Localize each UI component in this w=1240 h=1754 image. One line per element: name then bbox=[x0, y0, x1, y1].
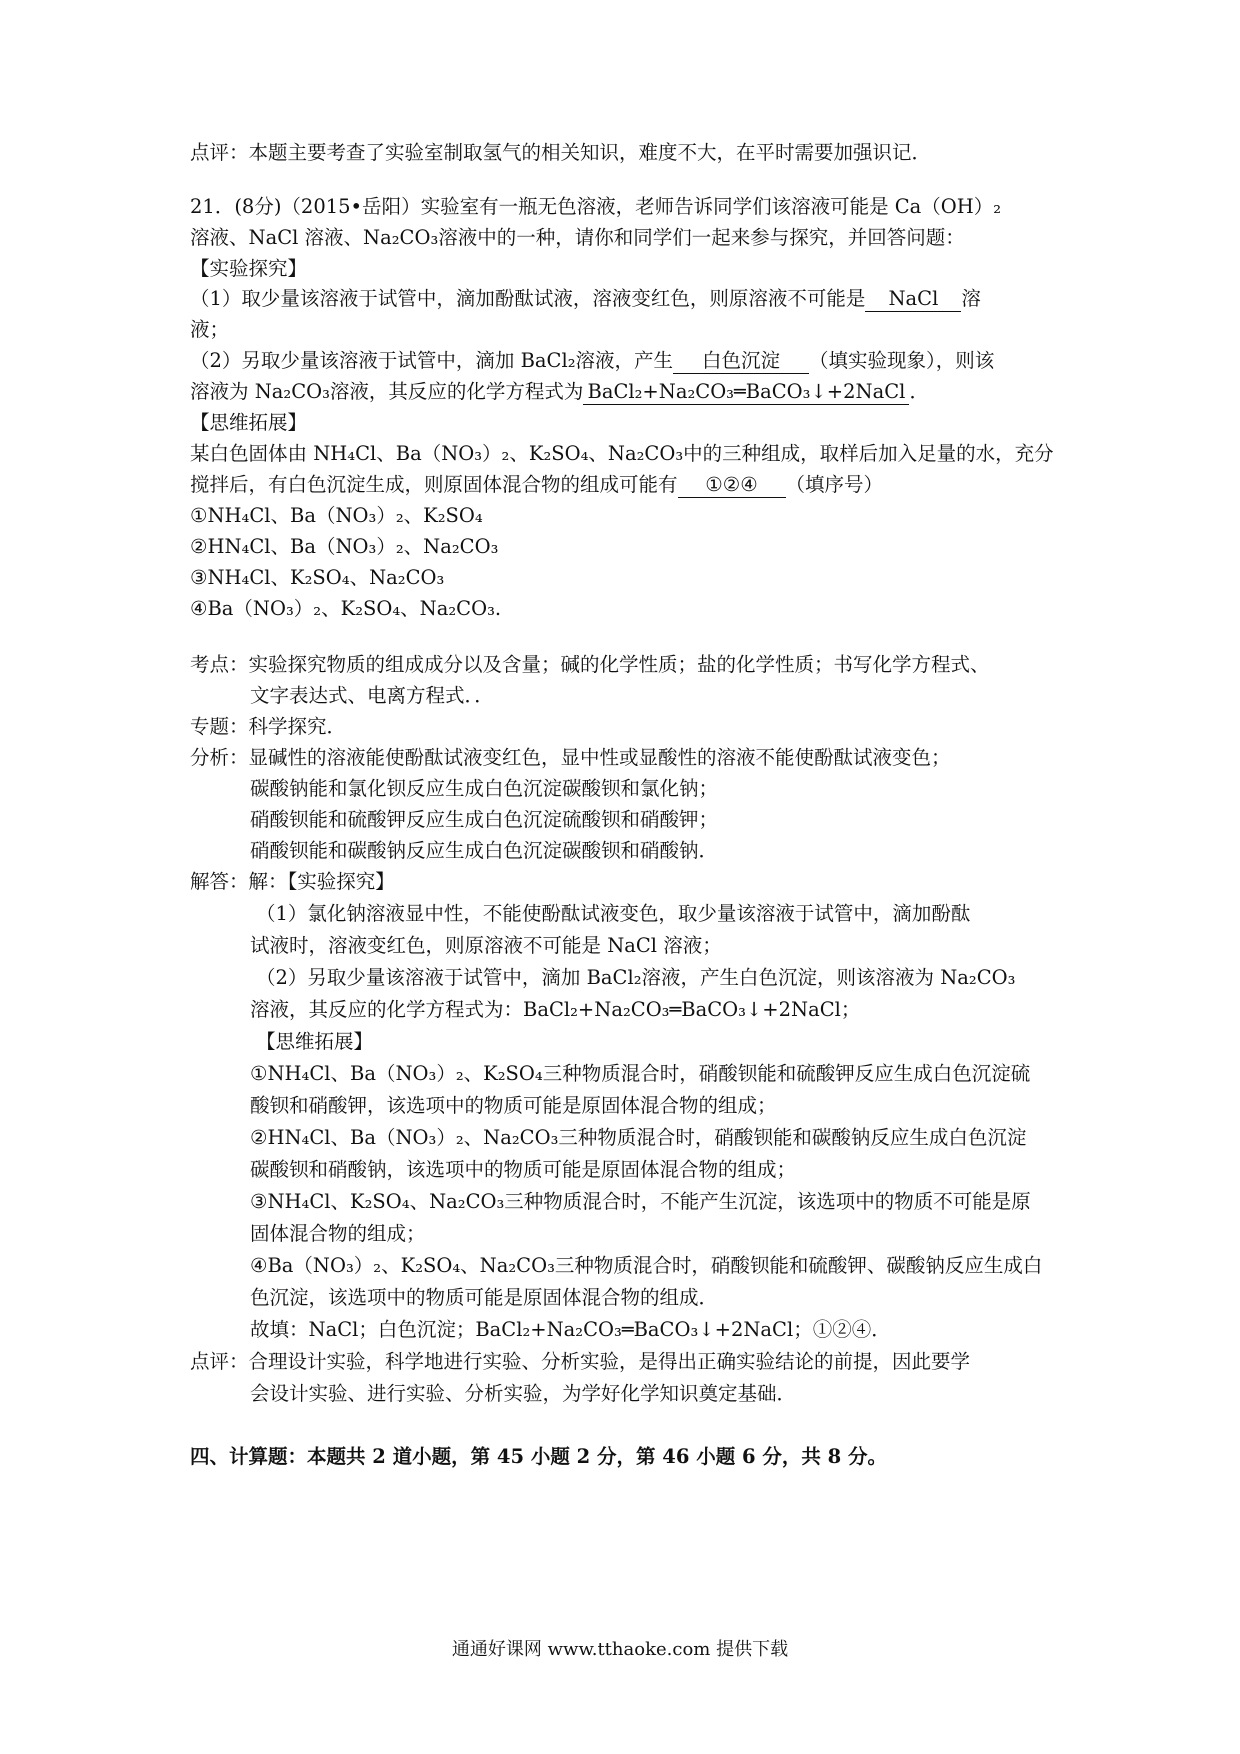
option-item: ④Ba（NO₃）₂、K₂SO₄、Na₂CO₃. bbox=[190, 597, 502, 620]
zhuanti-line: 专题：科学探究． bbox=[190, 715, 347, 738]
footer-source: 通通好课网 www.tthaoke.com 提供下载 bbox=[451, 1639, 789, 1660]
dianping-line: 会设计实验、进行实验、分析实验，为学好化学知识奠定基础． bbox=[250, 1382, 797, 1405]
extension-text-line: 搅拌后，有白色沉淀生成，则原固体混合物的组成可能有 ①②④ （填序号） bbox=[190, 473, 884, 496]
jieda-line: ②HN₄Cl、Ba（NO₃）₂、Na₂CO₃三种物质混合时，硝酸钡能和碳酸钠反应生成白色沉淀 bbox=[250, 1126, 1027, 1149]
fenxi-line: 碳酸钠能和氯化钡反应生成白色沉淀碳酸钡和氯化钠； bbox=[250, 777, 719, 800]
section-heading-experiment: 【实验探究】 bbox=[190, 257, 308, 280]
jieda-line: 溶液，其反应的化学方程式为：BaCl₂+Na₂CO₃═BaCO₃↓+2NaCl； bbox=[250, 998, 861, 1021]
jieda-line: 固体混合物的组成； bbox=[250, 1222, 426, 1245]
question-text-line: 溶液、NaCl 溶液、Na₂CO₃溶液中的一种，请你和同学们一起来参与探究，并回答问题： bbox=[190, 226, 965, 249]
jieda-line: 色沉淀，该选项中的物质可能是原固体混合物的组成． bbox=[250, 1286, 719, 1309]
jieda-line: ③NH₄Cl、K₂SO₄、Na₂CO₃三种物质混合时，不能产生沉淀，该选项中的物质不可能是原 bbox=[250, 1190, 1031, 1213]
jieda-line: 故填：NaCl；白色沉淀；BaCl₂+Na₂CO₃═BaCO₃↓+2NaCl；①②④． bbox=[250, 1318, 891, 1341]
kaodian-line: 考点：实验探究物质的组成成分以及含量；碱的化学性质；盐的化学性质；书写化学方程式、 bbox=[190, 653, 990, 676]
jieda-line: 【思维拓展】 bbox=[256, 1030, 374, 1053]
fenxi-line: 硝酸钡能和碳酸钠反应生成白色沉淀碳酸钡和硝酸钠． bbox=[250, 839, 719, 862]
question-part-2: （2）另取少量该溶液于试管中，滴加 BaCl₂溶液，产生 白色沉淀 （填实验现象），则该 bbox=[190, 349, 995, 372]
jieda-line: （1）氯化钠溶液显中性，不能使酚酞试液变色，取少量该溶液于试管中，滴加酚酞 bbox=[256, 902, 971, 925]
option-item: ①NH₄Cl、Ba（NO₃）₂、K₂SO₄ bbox=[190, 504, 483, 527]
jieda-line: 酸钡和硝酸钾，该选项中的物质可能是原固体混合物的组成； bbox=[250, 1094, 777, 1117]
jieda-line: （2）另取少量该溶液于试管中，滴加 BaCl₂溶液，产生白色沉淀，则该溶液为 Na₂CO₃ bbox=[256, 966, 1016, 989]
option-item: ②HN₄Cl、Ba（NO₃）₂、Na₂CO₃ bbox=[190, 535, 499, 558]
jieda-line: 碳酸钡和硝酸钠，该选项中的物质可能是原固体混合物的组成； bbox=[250, 1158, 797, 1181]
answer-blank: ①②④ bbox=[678, 473, 786, 498]
extension-text-line: 某白色固体由 NH₄Cl、Ba（NO₃）₂、K₂SO₄、Na₂CO₃中的三种组成，取样后加入足量的水，充分 bbox=[190, 442, 1054, 465]
answer-blank: NaCl bbox=[865, 287, 961, 312]
answer-blank: BaCl₂+Na₂CO₃═BaCO₃↓+2NaCl bbox=[583, 380, 909, 405]
section-heading-extension: 【思维拓展】 bbox=[190, 411, 308, 434]
question-part-1: （1）取少量该溶液于试管中，滴加酚酞试液，溶液变红色，则原溶液不可能是 NaCl 溶 bbox=[190, 287, 981, 310]
answer-blank: 白色沉淀 bbox=[673, 349, 809, 374]
question-part-1-continued: 液； bbox=[190, 318, 230, 341]
dianping-line: 点评：合理设计实验，科学地进行实验、分析实验，是得出正确实验结论的前提，因此要学 bbox=[190, 1350, 971, 1373]
fenxi-line: 分析：显碱性的溶液能使酚酞试液变红色，显中性或显酸性的溶液不能使酚酞试液变色； bbox=[190, 746, 951, 769]
jieda-line: ④Ba（NO₃）₂、K₂SO₄、Na₂CO₃三种物质混合时，硝酸钡能和硫酸钾、碳酸钠反应生成白 bbox=[250, 1254, 1043, 1277]
section-4-heading: 四、计算题：本题共 2 道小题，第 45 小题 2 分，第 46 小题 6 分，共 8 分。 bbox=[190, 1445, 888, 1468]
question-part-2-equation: 溶液为 Na₂CO₃溶液，其反应的化学方程式为 BaCl₂+Na₂CO₃═BaCO₃↓+2NaCl ． bbox=[190, 380, 929, 403]
kaodian-line: 文字表达式、电离方程式．． bbox=[250, 684, 494, 707]
question-text-line: 21．(8分)（2015•岳阳）实验室有一瓶无色溶液，老师告诉同学们该溶液可能是 Ca（OH）₂ bbox=[190, 195, 1002, 218]
option-item: ③NH₄Cl、K₂SO₄、Na₂CO₃ bbox=[190, 566, 445, 589]
jieda-line: 试液时，溶液变红色，则原溶液不可能是 NaCl 溶液； bbox=[250, 934, 722, 957]
jieda-line: 解答：解：【实验探究】 bbox=[190, 870, 395, 893]
fenxi-line: 硝酸钡能和硫酸钾反应生成白色沉淀硫酸钡和硝酸钾； bbox=[250, 808, 719, 831]
previous-comment: 点评：本题主要考查了实验室制取氢气的相关知识，难度不大，在平时需要加强识记． bbox=[190, 141, 932, 164]
jieda-line: ①NH₄Cl、Ba（NO₃）₂、K₂SO₄三种物质混合时，硝酸钡能和硫酸钾反应生成白色沉淀硫 bbox=[250, 1062, 1031, 1085]
